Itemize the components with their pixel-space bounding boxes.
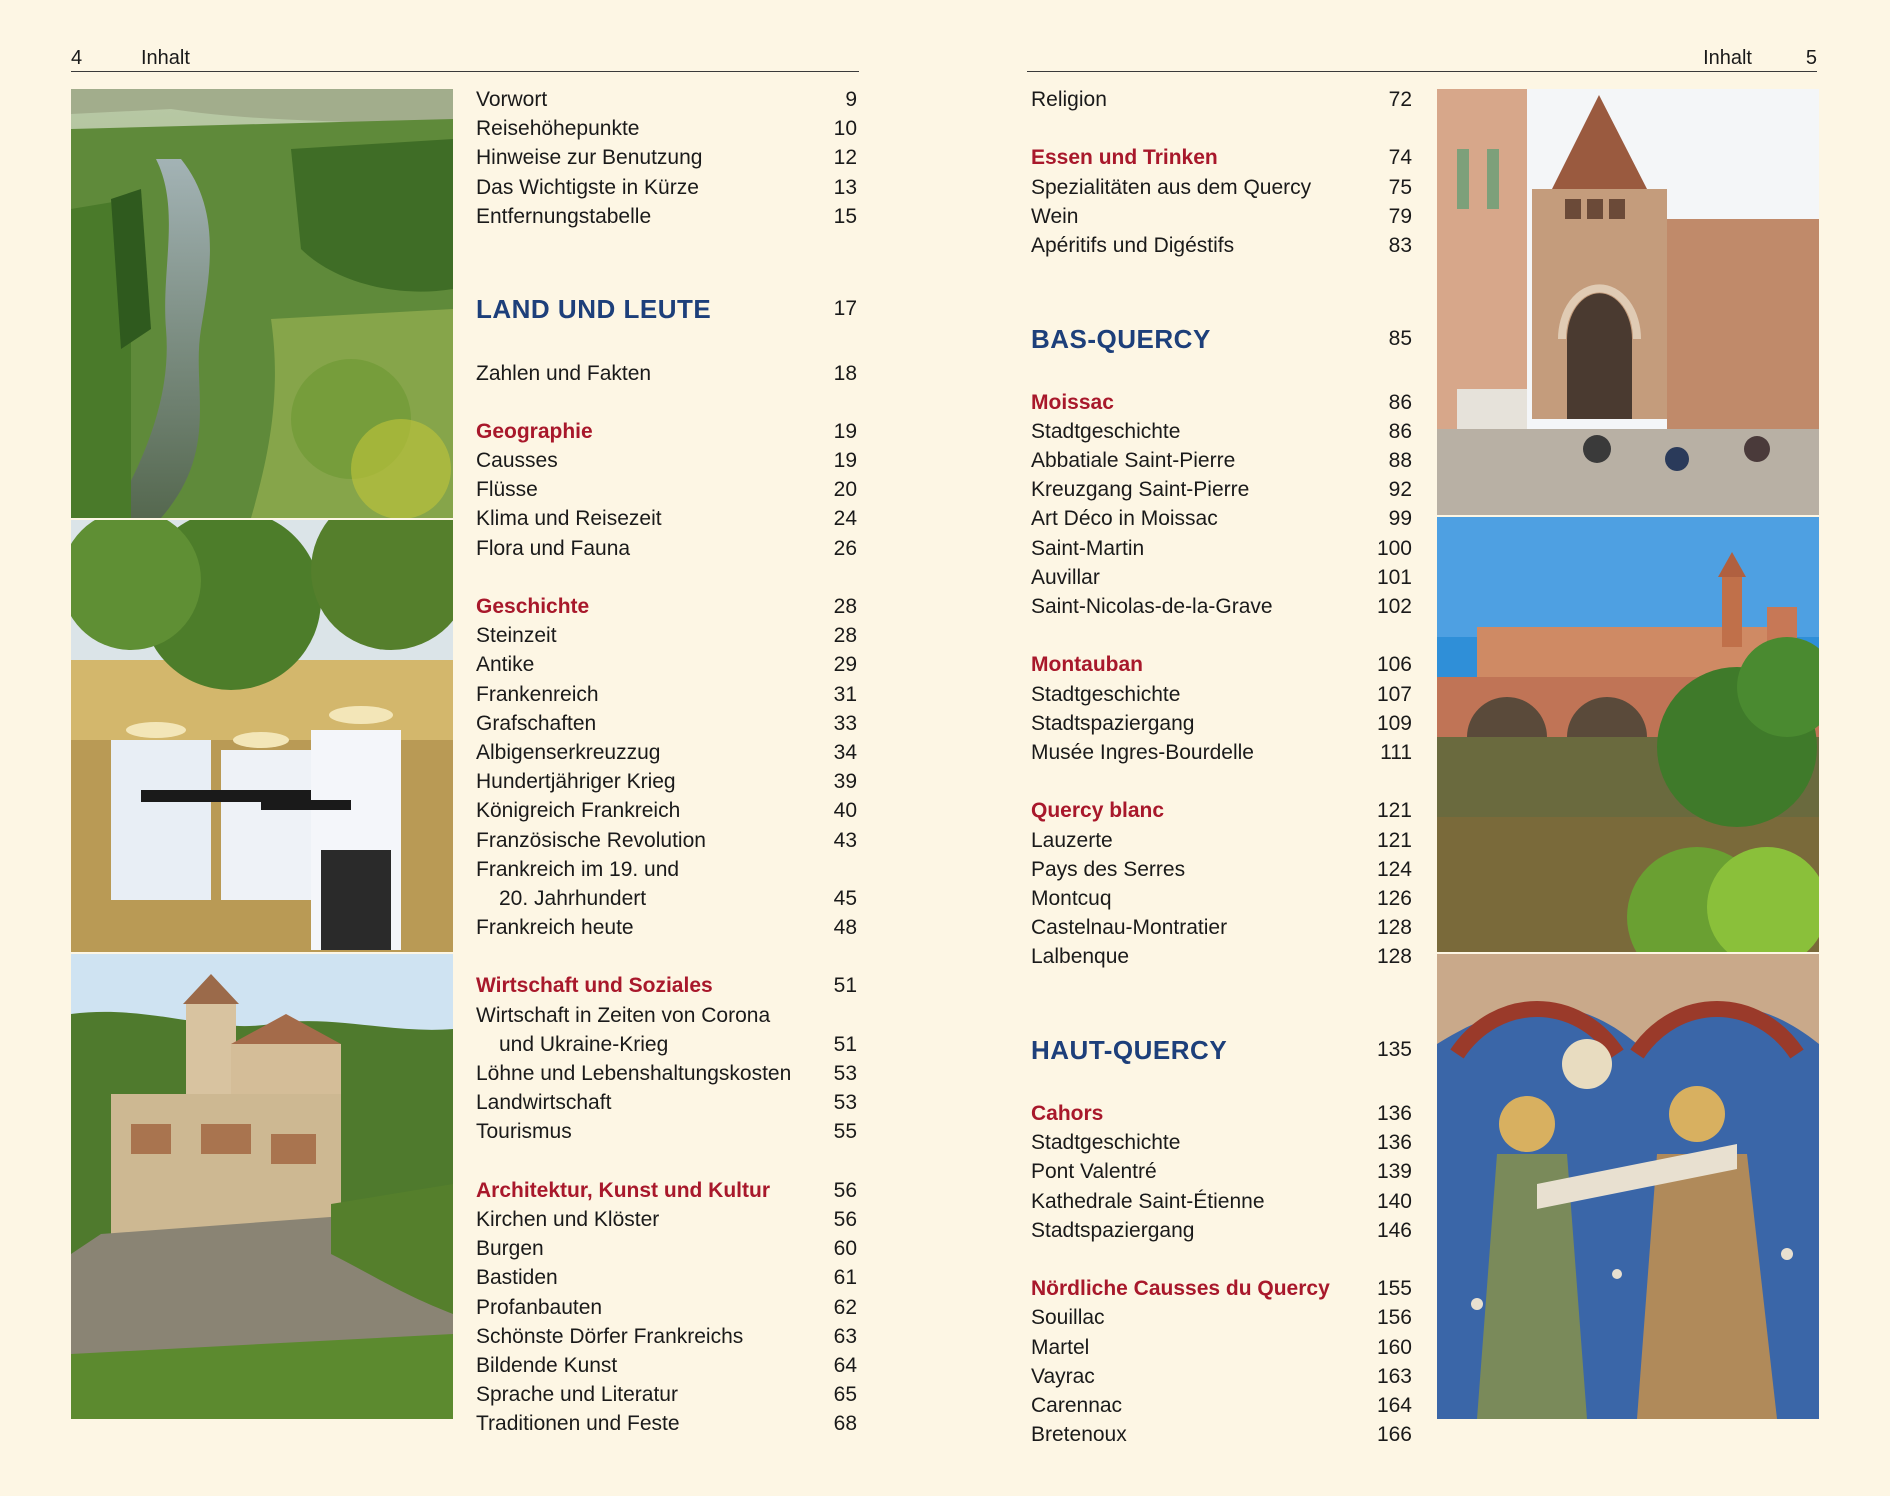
toc-entry[interactable] (1031, 942, 1412, 971)
toc-entry-label: Königreich Frankreich (476, 799, 681, 823)
toc-entry-label: Stadtgeschichte (1031, 682, 1181, 706)
toc-entry-page: 102 (1376, 595, 1412, 619)
toc-entry-page: 166 (1376, 1423, 1412, 1447)
toc-entry[interactable] (476, 85, 857, 114)
toc-entry[interactable] (476, 621, 857, 650)
toc-entry-page: 56 (833, 1207, 857, 1231)
toc-entry-page: 31 (833, 682, 857, 706)
toc-entry-label: Architektur, Kunst und Kultur (476, 1178, 770, 1202)
toc-entry-label: Vayrac (1031, 1364, 1095, 1388)
toc-entry-label: Frankenreich (476, 682, 599, 706)
toc-entry-label: Steinzeit (476, 624, 557, 648)
toc-entry-page: 121 (1376, 828, 1412, 852)
toc-entry-page: 83 (1388, 233, 1412, 257)
toc-gap (1031, 359, 1412, 388)
toc-gap (476, 388, 857, 417)
toc-entry-page: 156 (1376, 1306, 1412, 1330)
toc-entry-label: Hundertjähriger Krieg (476, 770, 676, 794)
toc-section-heading[interactable] (476, 289, 857, 329)
toc-entry[interactable] (476, 1322, 857, 1351)
toc-entry-label: LAND UND LEUTE (476, 294, 712, 325)
toc-entry-page: 86 (1388, 419, 1412, 443)
toc-entry-label: Spezialitäten aus dem Quercy (1031, 175, 1312, 199)
toc-entry-label: Bretenoux (1031, 1423, 1127, 1447)
toc-entry-label: Bastiden (476, 1266, 558, 1290)
toc-entry[interactable] (476, 1263, 857, 1292)
toc-entry-label: Flora und Fauna (476, 536, 631, 560)
toc-entry-page: 140 (1376, 1189, 1412, 1213)
toc-subheading[interactable] (476, 971, 857, 1000)
toc-entry-label: Grafschaften (476, 711, 597, 735)
toc-entry-label: Causses (476, 449, 558, 473)
toc-entry-page: 19 (833, 449, 857, 473)
toc-subheading[interactable] (476, 592, 857, 621)
toc-entry-page: 63 (833, 1324, 857, 1348)
toc-entry-label: Entfernungstabelle (476, 204, 652, 228)
toc-section-heading[interactable] (1031, 1030, 1412, 1070)
toc-entry[interactable] (1031, 1128, 1412, 1157)
toc-entry-label: Geographie (476, 419, 593, 443)
toc-entry-label: Albigenserkreuzzug (476, 740, 661, 764)
toc-entry-page: 9 (845, 88, 857, 111)
toc-entry-label: HAUT-QUERCY (1031, 1034, 1228, 1065)
toc-entry-label: Stadtspaziergang (1031, 1218, 1195, 1242)
toc-entry[interactable] (1031, 1157, 1412, 1186)
toc-entry-page: 12 (833, 146, 857, 170)
photo-hilltop-village (71, 954, 453, 1419)
right-toc (1031, 85, 1412, 1449)
toc-entry[interactable] (1031, 1187, 1412, 1216)
toc-entry-page: 85 (1388, 326, 1412, 350)
toc-entry-label: Essen und Trinken (1031, 146, 1218, 170)
toc-entry[interactable] (1031, 173, 1412, 202)
left-page-title: Inhalt (141, 47, 190, 69)
toc-entry-label: Kreuzgang Saint-Pierre (1031, 478, 1250, 502)
toc-entry-page: 135 (1376, 1037, 1412, 1061)
toc-gap (1031, 260, 1412, 318)
toc-entry[interactable] (476, 680, 857, 709)
toc-entry-label: Klima und Reisezeit (476, 507, 662, 531)
toc-entry[interactable] (1031, 231, 1412, 260)
toc-entry-page: 68 (833, 1412, 857, 1436)
toc-entry-label: Frankreich im 19. und (476, 857, 680, 881)
toc-entry-label: Pont Valentré (1031, 1160, 1157, 1184)
photo-river-valley (71, 89, 453, 518)
toc-entry-label: Geschichte (476, 595, 590, 619)
toc-entry-label: und Ukraine-Krieg (499, 1032, 669, 1056)
toc-entry[interactable] (1031, 1333, 1412, 1362)
toc-entry[interactable] (476, 446, 857, 475)
toc-entry[interactable] (476, 826, 857, 855)
toc-entry[interactable] (1031, 680, 1412, 709)
toc-gap (1031, 114, 1412, 143)
toc-entry-page: 20 (833, 478, 857, 502)
toc-entry[interactable] (1031, 417, 1412, 446)
toc-entry[interactable] (476, 650, 857, 679)
toc-entry-label: Wein (1031, 204, 1079, 228)
toc-entry-page: 155 (1376, 1277, 1412, 1301)
toc-entry[interactable] (1031, 1420, 1412, 1449)
toc-entry-page: 17 (833, 297, 857, 321)
toc-entry-page: 100 (1376, 536, 1412, 560)
toc-entry[interactable] (1031, 592, 1412, 621)
photo-fresco (1437, 954, 1819, 1419)
toc-entry-page: 126 (1376, 886, 1412, 910)
toc-entry-page: 34 (833, 740, 857, 764)
toc-entry[interactable] (1031, 504, 1412, 533)
toc-entry[interactable] (1031, 884, 1412, 913)
toc-gap (476, 563, 857, 592)
toc-entry-page: 146 (1376, 1218, 1412, 1242)
toc-entry-label: Tourismus (476, 1120, 572, 1144)
photo-brass-band (71, 520, 453, 952)
toc-entry[interactable] (1031, 475, 1412, 504)
toc-entry[interactable] (1031, 1391, 1412, 1420)
toc-entry[interactable] (476, 1234, 857, 1263)
toc-entry-label: Landwirtschaft (476, 1091, 612, 1115)
toc-entry[interactable] (1031, 1362, 1412, 1391)
toc-entry-page: 107 (1376, 682, 1412, 706)
toc-entry-page: 64 (833, 1353, 857, 1377)
toc-entry-label: Zahlen und Fakten (476, 361, 652, 385)
toc-entry-label: Moissac (1031, 390, 1114, 414)
toc-entry[interactable] (476, 913, 857, 942)
right-header-rule (1027, 71, 1817, 72)
toc-entry-label: Musée Ingres-Bourdelle (1031, 740, 1254, 764)
toc-entry[interactable] (1031, 855, 1412, 884)
toc-entry-label: Kathedrale Saint-Étienne (1031, 1189, 1265, 1213)
toc-entry[interactable] (476, 114, 857, 143)
toc-entry-label: Saint-Nicolas-de-la-Grave (1031, 595, 1273, 619)
toc-entry[interactable] (476, 359, 857, 388)
toc-section-heading[interactable] (1031, 319, 1412, 359)
toc-entry-page: 164 (1376, 1393, 1412, 1417)
left-toc (476, 85, 857, 1438)
toc-entry[interactable] (476, 1088, 857, 1117)
toc-subheading[interactable] (476, 1176, 857, 1205)
toc-entry-page: 88 (1388, 449, 1412, 473)
toc-entry-page: 13 (833, 175, 857, 199)
toc-entry[interactable] (476, 1030, 857, 1059)
toc-entry-label: Kirchen und Klöster (476, 1207, 660, 1231)
toc-entry-label: Vorwort (476, 88, 548, 111)
photo-abbey-church (1437, 89, 1819, 515)
toc-entry[interactable] (1031, 85, 1412, 114)
toc-entry[interactable] (476, 709, 857, 738)
toc-entry-page: 128 (1376, 945, 1412, 969)
toc-entry-label: Saint-Martin (1031, 536, 1145, 560)
toc-entry-label: Souillac (1031, 1306, 1105, 1330)
toc-entry-page: 48 (833, 916, 857, 940)
toc-entry-label: Burgen (476, 1237, 544, 1261)
toc-entry-page: 163 (1376, 1364, 1412, 1388)
toc-entry-label: BAS-QUERCY (1031, 323, 1211, 354)
toc-entry-label: Apéritifs und Digéstifs (1031, 233, 1235, 257)
toc-gap (1031, 767, 1412, 796)
toc-entry-page: 19 (833, 419, 857, 443)
toc-entry-label: Reisehöhepunkte (476, 117, 640, 141)
toc-entry-page: 74 (1388, 146, 1412, 170)
toc-entry[interactable] (476, 1351, 857, 1380)
toc-entry-page: 56 (833, 1178, 857, 1202)
left-page-header (71, 44, 859, 72)
toc-entry[interactable] (476, 475, 857, 504)
toc-entry-page: 10 (833, 117, 857, 141)
toc-entry[interactable] (476, 534, 857, 563)
toc-subheading[interactable] (1031, 143, 1412, 172)
toc-entry[interactable] (476, 1001, 857, 1030)
toc-entry[interactable] (476, 738, 857, 767)
toc-entry-page: 43 (833, 828, 857, 852)
toc-entry-label: Nördliche Causses du Quercy (1031, 1277, 1330, 1301)
toc-entry[interactable] (1031, 913, 1412, 942)
toc-entry-page: 28 (833, 624, 857, 648)
toc-entry-label: Profanbauten (476, 1295, 603, 1319)
toc-entry-label: Martel (1031, 1335, 1090, 1359)
toc-gap (1031, 1070, 1412, 1099)
toc-gap (476, 231, 857, 289)
toc-entry-page: 136 (1376, 1131, 1412, 1155)
toc-entry-page: 72 (1388, 88, 1412, 111)
toc-entry[interactable] (476, 1293, 857, 1322)
toc-entry[interactable] (476, 1409, 857, 1438)
toc-gap (1031, 971, 1412, 1029)
toc-entry-label: Carennac (1031, 1393, 1123, 1417)
toc-entry-label: Pays des Serres (1031, 857, 1186, 881)
toc-entry-label: Das Wichtigste in Kürze (476, 175, 699, 199)
toc-entry-label: Schönste Dörfer Frankreichs (476, 1324, 744, 1348)
toc-entry-page: 109 (1376, 711, 1412, 735)
toc-subheading[interactable] (1031, 1274, 1412, 1303)
toc-entry[interactable] (476, 504, 857, 533)
toc-gap (476, 329, 857, 358)
photo-bridge-montauban (1437, 517, 1819, 952)
toc-subheading[interactable] (1031, 388, 1412, 417)
toc-entry-page: 136 (1376, 1102, 1412, 1126)
toc-entry-label: Montauban (1031, 653, 1143, 677)
toc-entry-page: 75 (1388, 175, 1412, 199)
toc-entry[interactable] (476, 202, 857, 231)
toc-entry-page: 62 (833, 1295, 857, 1319)
toc-entry-label: Lalbenque (1031, 945, 1130, 969)
toc-entry-page: 45 (833, 886, 857, 910)
toc-subheading[interactable] (1031, 650, 1412, 679)
toc-entry-label: Lauzerte (1031, 828, 1113, 852)
toc-entry-page: 39 (833, 770, 857, 794)
toc-entry[interactable] (1031, 446, 1412, 475)
toc-subheading[interactable] (1031, 1099, 1412, 1128)
toc-gap (1031, 621, 1412, 650)
toc-entry-page: 139 (1376, 1160, 1412, 1184)
toc-entry-label: Französische Revolution (476, 828, 706, 852)
toc-entry-page: 51 (833, 974, 857, 998)
toc-entry-label: Auvillar (1031, 565, 1100, 589)
toc-entry[interactable] (1031, 202, 1412, 231)
toc-entry-label: Bildende Kunst (476, 1353, 618, 1377)
toc-entry-label: Stadtspaziergang (1031, 711, 1195, 735)
toc-entry[interactable] (476, 1205, 857, 1234)
toc-entry-page: 51 (833, 1032, 857, 1056)
toc-entry[interactable] (1031, 1303, 1412, 1332)
toc-entry[interactable] (476, 855, 857, 884)
toc-entry-label: Abbatiale Saint-Pierre (1031, 449, 1236, 473)
right-page-title: Inhalt (1703, 47, 1752, 69)
toc-entry[interactable] (1031, 563, 1412, 592)
toc-entry-page: 124 (1376, 857, 1412, 881)
toc-entry-page: 111 (1380, 740, 1412, 764)
toc-entry-page: 79 (1388, 204, 1412, 228)
toc-entry-label: Montcuq (1031, 886, 1112, 910)
toc-entry-page: 86 (1388, 390, 1412, 414)
left-page-number: 4 (71, 47, 83, 69)
toc-entry[interactable] (476, 767, 857, 796)
toc-entry-page: 26 (833, 536, 857, 560)
toc-entry-page: 29 (833, 653, 857, 677)
toc-entry-page: 28 (833, 595, 857, 619)
toc-entry[interactable] (476, 796, 857, 825)
toc-entry[interactable] (476, 143, 857, 172)
toc-entry-page: 65 (833, 1383, 857, 1407)
toc-entry-label: Stadtgeschichte (1031, 419, 1181, 443)
toc-gap (1031, 1245, 1412, 1274)
toc-entry-label: Frankreich heute (476, 916, 634, 940)
toc-subheading[interactable] (1031, 796, 1412, 825)
toc-entry-label: Wirtschaft und Soziales (476, 974, 713, 998)
toc-entry[interactable] (476, 884, 857, 913)
toc-entry-page: 128 (1376, 916, 1412, 940)
toc-entry-page: 92 (1388, 478, 1412, 502)
toc-entry-label: Antike (476, 653, 535, 677)
toc-entry[interactable] (1031, 534, 1412, 563)
toc-entry-label: Traditionen und Feste (476, 1412, 680, 1436)
right-page-number: 5 (1805, 47, 1817, 69)
toc-entry-label: 20. Jahrhundert (499, 886, 647, 910)
toc-entry-page: 106 (1376, 653, 1412, 677)
toc-entry-label: Religion (1031, 88, 1107, 111)
toc-entry[interactable] (476, 173, 857, 202)
toc-entry-page: 24 (833, 507, 857, 531)
toc-gap (476, 1147, 857, 1176)
toc-entry-label: Hinweise zur Benutzung (476, 146, 703, 170)
toc-entry-label: Flüsse (476, 478, 538, 502)
toc-entry-page: 60 (833, 1237, 857, 1261)
toc-entry-label: Stadtgeschichte (1031, 1131, 1181, 1155)
toc-entry-page: 99 (1388, 507, 1412, 531)
toc-entry-label: Sprache und Literatur (476, 1383, 678, 1407)
toc-entry-page: 61 (833, 1266, 857, 1290)
toc-entry-page: 121 (1376, 799, 1412, 823)
toc-entry-page: 33 (833, 711, 857, 735)
toc-subheading[interactable] (476, 417, 857, 446)
toc-entry[interactable] (476, 1117, 857, 1146)
toc-entry-page: 18 (833, 361, 857, 385)
toc-entry-page: 15 (833, 204, 857, 228)
toc-entry-page: 55 (833, 1120, 857, 1144)
toc-entry-page: 160 (1376, 1335, 1412, 1359)
toc-entry-page: 53 (833, 1091, 857, 1115)
toc-entry-label: Cahors (1031, 1102, 1104, 1126)
toc-entry[interactable] (476, 1380, 857, 1409)
toc-entry-label: Wirtschaft in Zeiten von Corona (476, 1003, 771, 1027)
toc-entry-page: 101 (1376, 565, 1412, 589)
toc-entry-page: 53 (833, 1062, 857, 1086)
toc-entry[interactable] (1031, 1216, 1412, 1245)
left-header-rule (71, 71, 859, 72)
toc-entry-label: Löhne und Lebenshaltungskosten (476, 1062, 792, 1086)
toc-entry-label: Castelnau-Montratier (1031, 916, 1228, 940)
toc-entry-label: Quercy blanc (1031, 799, 1165, 823)
toc-entry[interactable] (476, 1059, 857, 1088)
toc-entry-page: 40 (833, 799, 857, 823)
toc-entry[interactable] (1031, 826, 1412, 855)
toc-gap (476, 942, 857, 971)
toc-entry[interactable] (1031, 738, 1412, 767)
right-page-header (1027, 44, 1817, 72)
toc-entry-label: Art Déco in Moissac (1031, 507, 1218, 531)
toc-entry[interactable] (1031, 709, 1412, 738)
